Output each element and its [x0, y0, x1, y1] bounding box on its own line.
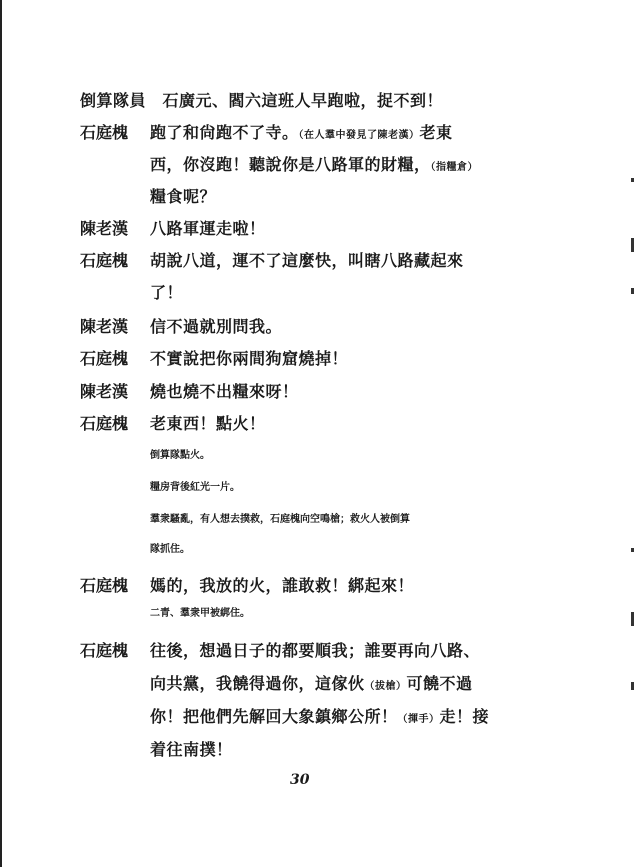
right-edge-mark — [631, 548, 634, 552]
dialogue-line — [150, 671, 473, 694]
stage-note: （指糧倉） — [430, 162, 479, 173]
stage-note: （拔槍） — [364, 681, 407, 692]
speaker-name: 陳老漢 — [80, 317, 129, 336]
speaker-name: 石庭槐 — [80, 641, 129, 660]
stage-note: （揮手） — [397, 714, 440, 725]
stage-direction: 二青、羣衆甲被綁住。 — [150, 608, 250, 619]
dialogue-text: 老東 — [419, 123, 453, 142]
dialogue-line: 着往南撲！ — [150, 740, 233, 759]
left-page-edge — [0, 0, 2, 867]
stage-direction: 隊抓住。 — [150, 544, 190, 555]
speaker-name: 石庭槐 — [80, 123, 129, 142]
right-edge-mark — [631, 238, 634, 252]
stage-direction: 糧房背後紅光一片。 — [150, 482, 240, 493]
dialogue-line — [150, 120, 453, 143]
speaker-name: 石庭槐 — [80, 576, 129, 595]
speaker-name: 陳老漢 — [80, 219, 129, 238]
dialogue-line: 糧食呢？ — [150, 187, 217, 206]
right-edge-mark — [631, 682, 634, 690]
speaker-name: 石庭槐 — [80, 251, 129, 270]
right-edge-mark — [631, 612, 634, 626]
stage-direction: 羣衆騷亂，有人想去撲救，石庭槐向空鳴槍；救火人被倒算 — [150, 514, 410, 525]
dialogue-text: 跑了和尙跑不了寺。 — [150, 123, 299, 142]
dialogue-line: 往後，想過日子的都要順我；誰要再向八路、 — [150, 641, 481, 660]
stage-direction: 倒算隊點火。 — [150, 450, 210, 461]
dialogue-line: 倒算隊員 石廣元、閻六這班人早跑啦，捉不到！ — [80, 91, 444, 110]
dialogue-line — [150, 704, 489, 727]
dialogue-text: 你！把他們先解回大象鎮鄉公所！ — [150, 707, 398, 726]
speaker-name: 陳老漢 — [80, 382, 129, 401]
page-number: 30 — [290, 772, 310, 788]
speaker-name: 石庭槐 — [80, 349, 129, 368]
right-edge-mark — [631, 178, 634, 182]
dialogue-text: 西，你沒跑！聽說你是八路軍的財糧， — [150, 155, 431, 174]
dialogue-line: 燒也燒不出糧來呀！ — [150, 382, 299, 401]
dialogue-line: 胡說八道，運不了這麼快，叫瞎八路藏起來 — [150, 251, 464, 270]
dialogue-line: 信不過就別問我。 — [150, 317, 283, 336]
dialogue-text: 走！接 — [439, 707, 490, 726]
dialogue-line: 八路軍運走啦！ — [150, 219, 266, 238]
dialogue-text: 向共黨，我饒得過你，這傢伙 — [150, 674, 365, 693]
speaker-name: 石庭槐 — [80, 414, 129, 433]
dialogue-line: 了！ — [150, 283, 184, 302]
dialogue-line — [150, 152, 478, 175]
stage-note: （在人羣中發見了陳老漢） — [298, 130, 420, 141]
right-edge-mark — [631, 288, 634, 294]
dialogue-line: 不實說把你兩間狗窟燒掉！ — [150, 349, 349, 368]
dialogue-line: 媽的，我放的火，誰敢救！綁起來！ — [150, 576, 415, 595]
dialogue-line: 老東西！點火！ — [150, 414, 266, 433]
dialogue-text: 可饒不過 — [406, 674, 473, 693]
